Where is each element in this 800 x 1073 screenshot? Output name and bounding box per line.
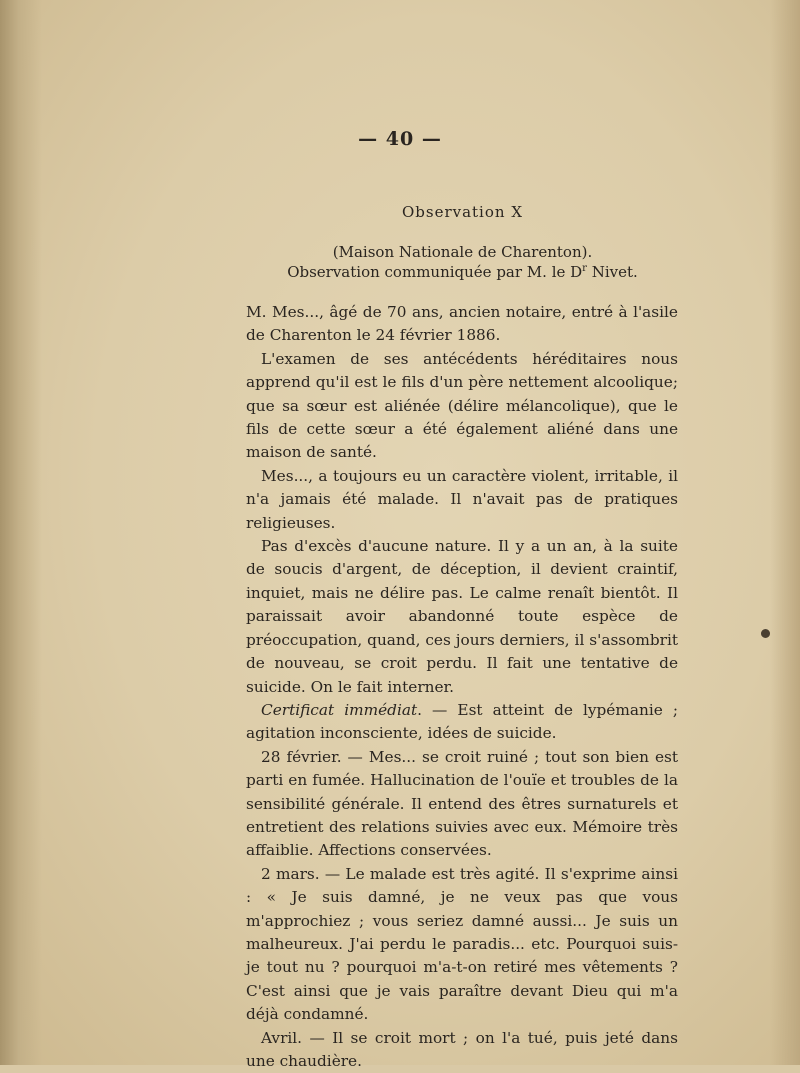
observation-title-word: Observation [401, 203, 506, 221]
page-number: — 40 — [358, 128, 442, 150]
source-communication-suffix: Nivet. [586, 263, 638, 281]
source-communication-prefix: Observation communiquée par M. le D [287, 263, 583, 281]
ink-speck [761, 629, 770, 638]
source-communication-sup: r [582, 263, 587, 274]
page-edge-shadow [770, 0, 800, 1065]
page-binding-shadow [0, 0, 42, 1065]
source-communication [0, 263, 800, 281]
paragraph: 2 mars. — Le malade est très agité. Il s'exprime ainsi : « Je suis damné, je ne veux pas que vous m'approchiez ; vous seriez damné aussi... Je suis un malheureux. J'ai perdu le paradis... etc. Pourquoi suis-je tout nu ? pourquoi m'a-t-on retiré mes vêtements ? C'est ainsi que je vais paraître devant Dieu qui m'a déjà condamné. [246, 864, 678, 1024]
paragraph: M. Mes..., âgé de 70 ans, ancien notaire, entré à l'asile de Charenton le 24 février 1886. [246, 303, 678, 345]
paragraph: 28 février. — Mes... se croit ruiné ; tout son bien est parti en fumée. Hallucination de l'ouïe et troubles de la sensibilité générale. Il entend des êtres surnaturels et entretient des relations suivies avec eux. Mémoire très affaiblie. Affections conservées. [246, 747, 678, 860]
paragraph: Pas d'excès d'aucune nature. Il y a un an, à la suite de soucis d'argent, de déception, il devient craintif, inquiet, mais ne délire pas. Le calme renaît bientôt. Il paraissait avoir abandonné toute espèce de préoccupation, quand, ces jours derniers, il s'assombrit de nouveau, se croit perdu. Il fait une tentative de suicide. On le fait interner. [246, 537, 678, 696]
paragraph: Avril. — Il se croit mort ; on l'a tué, puis jeté dans une chaudière. [246, 1028, 678, 1070]
observation-body [246, 301, 678, 1073]
paragraph: L'examen de ses antécédents héréditaires nous apprend qu'il est le fils d'un père nettement alcoolique; que sa sœur est aliénée (délire mélancolique), que le fils de cette sœur a été également aliéné dans une maison de santé. [246, 349, 678, 462]
paragraph-certificat [246, 699, 678, 746]
certificat-text: . — Est atteint de lypémanie ; agitation inconsciente, idées de suicide. [246, 700, 678, 743]
observation-title [0, 203, 800, 221]
source-institution: (Maison Nationale de Charenton). [332, 243, 593, 261]
observation-title-numeral: X [511, 203, 524, 221]
certificat-lead: Certificat immédiat [261, 700, 418, 719]
paragraph: Mes..., a toujours eu un caractère violent, irritable, il n'a jamais été malade. Il n'avait pas de pratiques religieuses. [246, 466, 678, 532]
